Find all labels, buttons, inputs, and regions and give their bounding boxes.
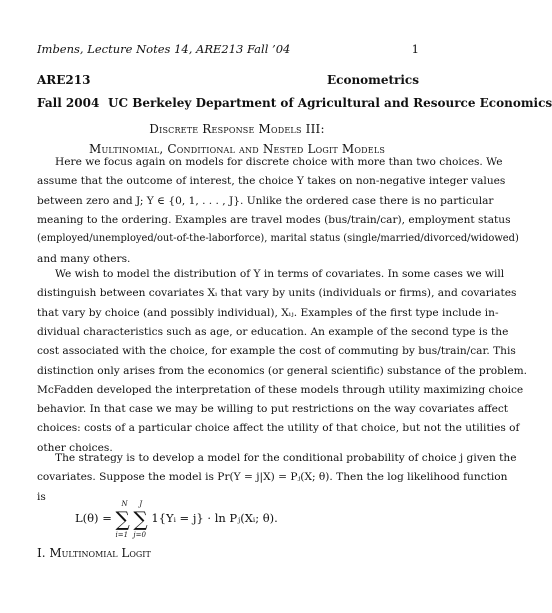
paragraph1-line: assume that the outcome of interest, the choice Y takes on non-negative integer values [37, 175, 506, 188]
paragraph2-line: McFadden developed the interpretation of these models through utility maximizing choice [37, 383, 524, 396]
paragraph3-line: covariates. Suppose the model is Pr(Y = j|X) = Pⱼ(X; θ). Then the log likelihood function [37, 471, 508, 484]
paragraph2-line: that vary by choice (and possibly individual), Xᵢⱼ. Examples of the first type include in- [37, 306, 499, 319]
lecture-title-line1: Discrete Response Models III: [149, 122, 325, 136]
paragraph1-line: Here we focus again on models for discrete choice with more than two choices. We [55, 156, 503, 168]
paragraph3-line: The strategy is to develop a model for the conditional probability of choice j given the [55, 452, 517, 464]
sum-over-j: ∑ J j=0 [133, 500, 148, 539]
paragraph1-line: meaning to the ordering. Examples are travel modes (bus/train/car), employment status [37, 213, 511, 226]
paragraph2-line: distinguish between covariates Xᵢ that vary by units (individuals or firms), and covariates [37, 287, 517, 300]
sum-over-i: ∑ N i=1 [115, 500, 130, 539]
lecture-title-line2: Multinomial, Conditional and Nested Logit Models [88, 142, 386, 156]
paragraph1-line: (employed/unemployed/out-of-the-laborforce), marital status (single/married/divorced/widowed) [37, 233, 519, 245]
paragraph2-line: other choices. [37, 441, 113, 454]
paragraph2-line: behavior. In that case we may be willing to put restrictions on the way covariates affect [37, 403, 509, 416]
paragraph2-line: We wish to model the distribution of Y in terms of covariates. In some cases we will [55, 268, 505, 280]
department-name: UC Berkeley Department of Agricultural and Resource Economics [108, 96, 552, 110]
course-code: ARE213 [37, 73, 91, 87]
paragraph2-line: choices: costs of a particular choice affect the utility of that choice, but not the utilities of [37, 422, 520, 435]
sum-i-upper: N [121, 500, 128, 508]
running-head: Imbens, Lecture Notes 14, ARE213 Fall ’04 [37, 42, 291, 56]
paragraph3-line: is [37, 490, 46, 503]
paragraph1-line: and many others. [37, 252, 131, 265]
sum-j-upper: J [139, 500, 143, 508]
equation-rhs: 1{Yᵢ = j} · ln Pⱼ(Xᵢ; θ). [151, 511, 278, 525]
sum-i-lower: i=1 [115, 531, 129, 539]
equation-lhs: L(θ) = [75, 511, 112, 525]
paragraph2-line: distinction only arises from the economics (or general scientific) substance of the problem. [37, 364, 528, 377]
paragraph1-line: between zero and J; Y ∈ {0, 1, . . . , J}. Unlike the ordered case there is no particular [37, 194, 494, 207]
paragraph2-line: dividual characteristics such as age, or education. An example of the second type is the [37, 325, 509, 338]
subject-title: Econometrics [326, 73, 419, 87]
sum-j-lower: j=0 [133, 531, 146, 539]
section-heading: I. Multinomial Logit [37, 546, 151, 560]
term-label: Fall 2004 [37, 96, 100, 110]
page-number: 1 [411, 42, 419, 56]
paragraph2-line: cost associated with the choice, for example the cost of commuting by bus/train/car. This [37, 345, 516, 358]
